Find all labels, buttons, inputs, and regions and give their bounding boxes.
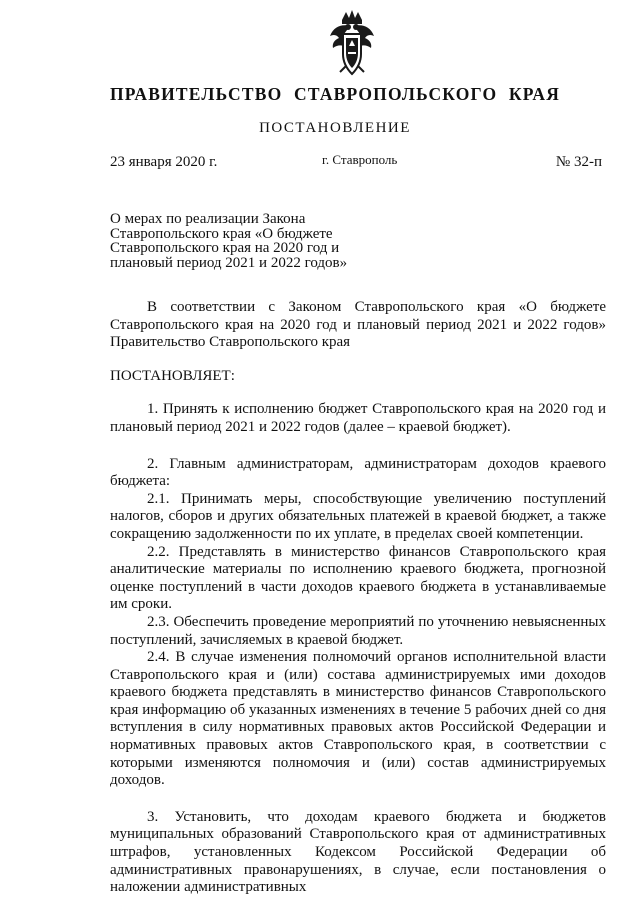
document-type: ПОСТАНОВЛЕНИЕ [259,120,411,136]
paragraph-3: 3. Установить, что доходам краевого бюджета и бюджетов муниципальных образований Ставропольского края от административных штрафов, установленных Кодексом Российской Федерации об административных правонарушениях, в случае, если постановления о наложении административных [110,808,606,896]
paragraph-2-3: 2.3. Обеспечить проведение мероприятий по уточнению невыясненных поступлений, зачисляемых в краевой бюджет. [110,613,606,648]
preamble-paragraph: В соответствии с Законом Ставропольского края «О бюджете Ставропольского края на 2020 год и плановый период 2021 и 2022 годов» Правительство Ставропольского края [110,299,606,351]
title-line: Ставропольского края на 2020 год и [110,240,340,257]
document-place: г. Ставрополь [322,152,398,167]
title-line: Ставропольского края «О бюджете [110,225,333,242]
document-title [110,212,410,270]
title-line: О мерах по реализации Закона [110,211,306,227]
document-body [110,299,606,897]
organization-name: ПРАВИТЕЛЬСТВО СТАВРОПОЛЬСКОГО КРАЯ [109,84,561,104]
title-line: плановый период 2021 и 2022 годов» [110,254,348,271]
decree-word: ПОСТАНОВЛЯЕТ: [110,367,235,384]
paragraph-2: 2. Главным администраторам, администраторам доходов краевого бюджета: [110,455,606,490]
coat-of-arms-icon [328,8,376,76]
document-number: № 32-п [555,154,602,170]
document-date: 23 января 2020 г. [110,154,218,170]
paragraph-2-4: 2.4. В случае изменения полномочий органов исполнительной власти Ставропольского края и (или) состава администрируемых ими доходов краевого бюджета представлять в министерство финансов Ставропольского края информацию об указанных изменениях в течение 5 рабочих дней со дня вступления в силу нормативных правовых актов Российской Федерации и нормативных правовых актов Ставропольского края, в соответствии с которыми изменяются полномочия и (или) состав администрируемых доходов. [110,649,606,789]
paragraph-2-2: 2.2. Представлять в министерство финансов Ставропольского края аналитические материалы по исполнению краевого бюджета, прогнозной оценке поступлений в части доходов краевого бюджета в устанавливаемые им сроки. [110,543,606,613]
paragraph-1: 1. Принять к исполнению бюджет Ставропольского края на 2020 год и плановый период 2021 и 2022 годов (далее – краевой бюджет). [110,401,606,435]
paragraph-2-1: 2.1. Принимать меры, способствующие увеличению поступлений налогов, сборов и других обязательных платежей в краевой бюджет, а также сокращению задолженности по их уплате, в пределах своей компетенции. [110,490,606,542]
